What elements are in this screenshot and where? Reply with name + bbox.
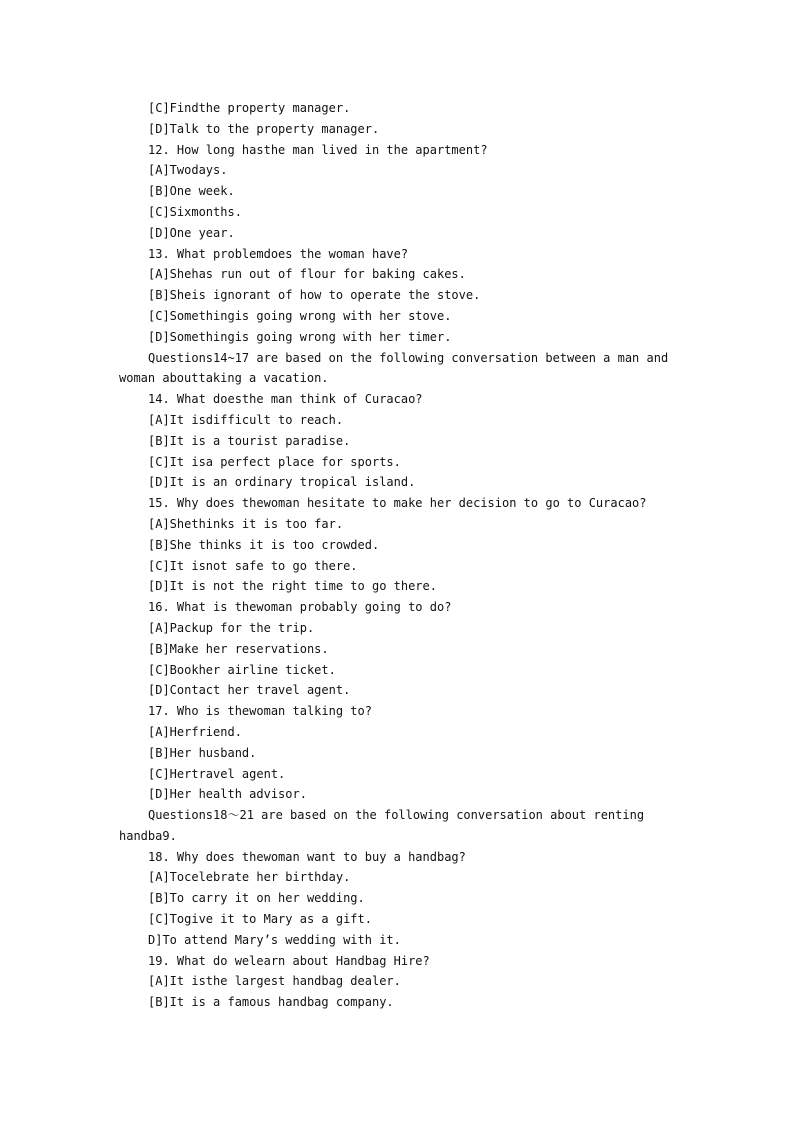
option-line: [B]Her husband. xyxy=(148,745,257,760)
question-line: 17. Who is thewoman talking to? xyxy=(148,704,372,719)
question-line: 18. Why does thewoman want to buy a handbag? xyxy=(148,849,466,864)
option-line: [A]Tocelebrate her birthday. xyxy=(148,870,351,885)
option-line: [A]Shehas run out of flour for baking cakes. xyxy=(148,267,466,282)
option-line: [C]Findthe property manager. xyxy=(148,101,351,115)
option-line: [D]One year. xyxy=(148,225,235,240)
option-line: [B]To carry it on her wedding. xyxy=(148,891,365,906)
option-line: [D]Contact her travel agent. xyxy=(148,683,351,698)
option-line: [A]Twodays. xyxy=(148,163,228,178)
document-body xyxy=(119,98,679,1013)
question-line: 14. What doesthe man think of Curacao? xyxy=(148,392,423,407)
option-line: [B]Sheis ignorant of how to operate the stove. xyxy=(148,288,481,303)
question-line: 16. What is thewoman probably going to do? xyxy=(148,600,452,615)
option-line: [D]Talk to the property manager. xyxy=(148,121,380,136)
option-line: [C]Togive it to Mary as a gift. xyxy=(148,912,372,927)
question-line: 12. How long hasthe man lived in the apartment? xyxy=(148,142,488,157)
option-line: [B]One week. xyxy=(148,184,235,199)
option-line: [B]She thinks it is too crowded. xyxy=(148,537,380,552)
option-line: [C]Hertravel agent. xyxy=(148,766,286,781)
section-instruction: Questions14~17 are based on the following conversation between a man and woman abouttaking a vacation. xyxy=(119,350,669,386)
option-line: [B]It is a famous handbag company. xyxy=(148,995,394,1010)
option-line: [D]Her health advisor. xyxy=(148,787,307,802)
option-line: [C]It isnot safe to go there. xyxy=(148,558,358,573)
option-line: [C]Bookher airline ticket. xyxy=(148,662,336,677)
section-instruction: Questions18～21 are based on the following conversation about renting handba9. xyxy=(119,808,645,843)
option-line: [A]It isdifficult to reach. xyxy=(148,412,344,427)
option-line: [C]Somethingis going wrong with her stove. xyxy=(148,308,452,323)
option-line: [C]It isa perfect place for sports. xyxy=(148,454,401,469)
option-line: [A]Packup for the trip. xyxy=(148,620,315,635)
option-line: D]To attend Mary’s wedding with it. xyxy=(148,932,401,947)
option-line: [D]It is not the right time to go there. xyxy=(148,579,437,594)
option-line: [C]Sixmonths. xyxy=(148,204,242,219)
question-line: 13. What problemdoes the woman have? xyxy=(148,246,409,261)
option-line: [A]Herfriend. xyxy=(148,724,242,739)
option-line: [D]Somethingis going wrong with her timer. xyxy=(148,329,452,344)
question-line: 19. What do welearn about Handbag Hire? xyxy=(148,953,430,968)
option-line: [A]Shethinks it is too far. xyxy=(148,516,344,531)
option-line: [D]It is an ordinary tropical island. xyxy=(148,475,416,490)
question-line: 15. Why does thewoman hesitate to make her decision to go to Curacao? xyxy=(148,496,647,511)
option-line: [B]It is a tourist paradise. xyxy=(148,433,351,448)
option-line: [A]It isthe largest handbag dealer. xyxy=(148,974,401,989)
option-line: [B]Make her reservations. xyxy=(148,641,329,656)
